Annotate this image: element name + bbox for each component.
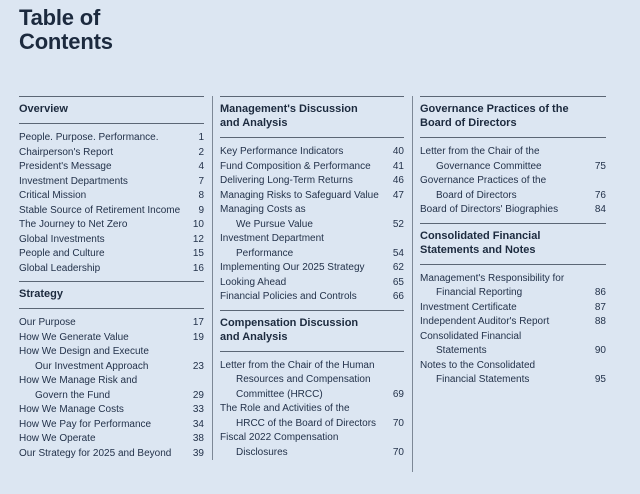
toc-entry-line: Our Investment Approach xyxy=(35,360,149,372)
toc-page-number: 47 xyxy=(392,189,404,201)
toc-entry[interactable] xyxy=(19,374,204,403)
toc-entry-line: Chairperson's Report xyxy=(19,146,114,158)
toc-entry-line: Stable Source of Retirement Income xyxy=(19,204,181,216)
toc-page-number: 16 xyxy=(192,262,204,274)
toc-entry[interactable] xyxy=(19,204,204,219)
toc-entry-list xyxy=(220,138,404,310)
toc-column-2 xyxy=(220,96,404,465)
toc-page-number: 46 xyxy=(392,175,404,186)
toc-entry-line: Notes to the Consolidated xyxy=(420,359,536,371)
toc-entry[interactable] xyxy=(19,218,204,233)
toc-entry[interactable] xyxy=(220,160,404,175)
toc-entry-title xyxy=(420,301,517,316)
toc-page-number: 65 xyxy=(392,276,404,288)
toc-entry-title xyxy=(420,359,535,388)
toc-page-number: 70 xyxy=(392,417,404,429)
toc-page-number: 1 xyxy=(198,132,204,143)
toc-entry-title xyxy=(420,315,549,330)
toc-page-number: 62 xyxy=(392,262,404,273)
toc-entry[interactable] xyxy=(19,331,204,346)
toc-entry-line: How We Manage Costs xyxy=(19,404,124,415)
section-heading xyxy=(19,97,204,123)
toc-entry[interactable] xyxy=(220,145,404,160)
toc-entry-line: Looking Ahead xyxy=(220,276,287,288)
section-heading-line: and Analysis xyxy=(220,117,288,129)
toc-entry-line: Global Leadership xyxy=(19,262,101,274)
toc-entry-line: How We Design and Execute xyxy=(19,346,149,357)
toc-entry-title xyxy=(19,262,100,277)
toc-page-number: 33 xyxy=(192,404,204,415)
toc-entry[interactable] xyxy=(220,189,404,204)
toc-entry-title xyxy=(420,272,564,301)
toc-entry-line: Governance Committee xyxy=(436,160,542,172)
toc-section xyxy=(420,223,606,393)
section-heading-line: Management's Discussion xyxy=(220,103,358,115)
toc-entry-line: Committee (HRCC) xyxy=(236,388,323,400)
toc-entry-line: Investment Department xyxy=(220,233,324,244)
toc-entry[interactable] xyxy=(19,247,204,262)
toc-entry-line: HRCC of the Board of Directors xyxy=(236,417,377,429)
toc-entry[interactable] xyxy=(220,203,404,232)
toc-entry[interactable] xyxy=(19,403,204,418)
toc-entry-line: Consolidated Financial xyxy=(420,330,522,342)
section-heading-line: Consolidated Financial xyxy=(420,229,541,242)
toc-page-number: 76 xyxy=(594,189,606,201)
toc-entry-line: Our Strategy for 2025 and Beyond xyxy=(19,447,172,459)
toc-page-number: 19 xyxy=(192,331,204,343)
toc-entry-title xyxy=(220,402,376,431)
toc-page-number: 29 xyxy=(192,389,204,401)
toc-entry-line: How We Manage Risk and xyxy=(19,375,138,386)
toc-section xyxy=(220,96,404,310)
toc-page-number: 10 xyxy=(192,219,204,230)
section-heading xyxy=(220,311,404,351)
toc-entry-line: Fiscal 2022 Compensation xyxy=(220,432,339,443)
toc-entry-title xyxy=(220,359,375,403)
toc-page-number: 4 xyxy=(198,161,204,172)
toc-entry-title xyxy=(220,174,353,189)
toc-entry-line: People. Purpose. Performance. xyxy=(19,132,159,143)
toc-entry[interactable] xyxy=(19,175,204,190)
toc-entry-title xyxy=(220,160,371,175)
toc-column-1 xyxy=(19,96,204,466)
toc-entry-title xyxy=(220,189,379,204)
toc-entry-line: Our Purpose xyxy=(19,317,76,328)
toc-page-number: 69 xyxy=(392,388,404,400)
toc-entry-line: Financial Policies and Controls xyxy=(220,291,357,302)
toc-entry-title xyxy=(19,418,151,433)
section-heading xyxy=(420,97,606,137)
toc-entry[interactable] xyxy=(19,233,204,248)
toc-entry-title xyxy=(19,432,96,447)
page-title xyxy=(19,6,113,54)
toc-entry-title xyxy=(19,247,105,262)
column-divider-2 xyxy=(412,96,413,472)
toc-entry[interactable] xyxy=(220,174,404,189)
toc-entry[interactable] xyxy=(19,160,204,175)
toc-entry-line: Investment Departments xyxy=(19,175,128,187)
toc-page-number: 70 xyxy=(392,446,404,458)
section-heading xyxy=(19,282,204,308)
toc-entry-line: Managing Costs as xyxy=(220,204,306,215)
toc-entry[interactable] xyxy=(220,431,404,460)
toc-entry-line: Critical Mission xyxy=(19,190,87,201)
column-divider-1 xyxy=(212,96,213,460)
toc-entry-line: Governance Practices of the xyxy=(420,175,547,186)
toc-entry-line: Managing Risks to Safeguard Value xyxy=(220,189,379,201)
toc-entry[interactable] xyxy=(420,301,606,316)
toc-entry-line: Statements xyxy=(436,345,487,356)
toc-entry-line: Key Performance Indicators xyxy=(220,146,344,157)
toc-page-number: 54 xyxy=(392,247,404,259)
toc-entry-title xyxy=(19,331,129,346)
section-heading xyxy=(420,224,606,264)
toc-entry[interactable] xyxy=(19,131,204,146)
toc-entry-line: Resources and Compensation xyxy=(236,374,371,385)
toc-entry[interactable] xyxy=(19,189,204,204)
toc-page-number: 40 xyxy=(392,146,404,157)
toc-entry-line: Letter from the Chair of the xyxy=(420,146,540,157)
toc-entry-list xyxy=(220,352,404,466)
toc-page-number: 41 xyxy=(392,160,404,172)
toc-entry-title xyxy=(19,189,86,204)
toc-section xyxy=(220,310,404,466)
toc-entry[interactable] xyxy=(420,203,606,218)
toc-page-number: 15 xyxy=(192,248,204,259)
toc-entry-title xyxy=(19,345,149,374)
toc-entry-line: The Journey to Net Zero xyxy=(19,219,128,230)
toc-section xyxy=(420,96,606,223)
toc-entry[interactable] xyxy=(420,145,606,174)
toc-entry-title xyxy=(19,160,112,175)
section-heading-line: Statements and Notes xyxy=(420,243,536,256)
toc-entry-list xyxy=(19,309,204,466)
toc-entry[interactable] xyxy=(220,402,404,431)
toc-entry-line: How We Pay for Performance xyxy=(19,418,152,430)
toc-entry[interactable] xyxy=(19,418,204,433)
toc-page-number: 12 xyxy=(192,233,204,245)
toc-page-number: 7 xyxy=(198,175,204,187)
toc-entry-title xyxy=(19,403,124,418)
toc-page-number: 2 xyxy=(198,146,204,158)
section-heading-line: Strategy xyxy=(19,288,64,300)
toc-entry-title xyxy=(19,316,76,331)
section-heading-line: Compensation Discussion xyxy=(220,316,359,329)
toc-entry-line: People and Culture xyxy=(19,248,105,259)
toc-entry-title xyxy=(420,145,542,174)
toc-entry-title xyxy=(19,218,127,233)
toc-entry[interactable] xyxy=(19,262,204,277)
toc-page-number: 9 xyxy=(198,204,204,216)
toc-entry[interactable] xyxy=(420,315,606,330)
toc-entry-line: President's Message xyxy=(19,161,112,172)
toc-entry-list xyxy=(420,138,606,223)
toc-entry-line: Fund Composition & Performance xyxy=(220,160,371,172)
section-heading-line: Board of Directors xyxy=(420,117,517,129)
toc-entry[interactable] xyxy=(19,345,204,374)
toc-page-number: 95 xyxy=(594,374,606,385)
toc-column-3 xyxy=(420,96,606,393)
toc-entry[interactable] xyxy=(420,174,606,203)
toc-page-number: 8 xyxy=(198,190,204,201)
toc-entry-title xyxy=(19,447,171,462)
title-line-1: Table of xyxy=(19,5,101,30)
toc-entry-line: Delivering Long-Term Returns xyxy=(220,175,353,186)
toc-entry-title xyxy=(220,290,357,305)
toc-entry-line: We Pursue Value xyxy=(236,218,313,230)
toc-entry-list xyxy=(19,124,204,281)
toc-entry-line: Disclosures xyxy=(236,446,288,458)
toc-page-number: 52 xyxy=(392,218,404,230)
section-heading-line: and Analysis xyxy=(220,330,288,343)
toc-entry-title xyxy=(19,131,159,146)
toc-page-number: 23 xyxy=(192,360,204,372)
title-line-2: Contents xyxy=(19,29,113,54)
toc-entry-line: How We Operate xyxy=(19,433,96,444)
toc-entry-title xyxy=(19,374,137,403)
toc-page-number: 75 xyxy=(594,160,606,172)
toc-entry-title xyxy=(220,276,286,291)
toc-entry-line: Independent Auditor's Report xyxy=(420,316,550,327)
toc-entry-line: The Role and Activities of the xyxy=(220,403,350,414)
toc-entry-line: Govern the Fund xyxy=(35,389,111,401)
toc-entry-line: Board of Directors xyxy=(436,189,517,201)
toc-entry-title xyxy=(420,174,546,203)
toc-entry[interactable] xyxy=(420,359,606,388)
toc-page-number: 87 xyxy=(594,301,606,313)
toc-entry-line: Investment Certificate xyxy=(420,301,517,313)
toc-entry-title xyxy=(19,146,113,161)
toc-entry[interactable] xyxy=(220,359,404,403)
toc-entry[interactable] xyxy=(19,432,204,447)
toc-entry-line: Board of Directors' Biographies xyxy=(420,204,559,215)
toc-page-number: 86 xyxy=(594,287,606,298)
toc-entry-line: How We Generate Value xyxy=(19,331,129,343)
toc-entry-line: Performance xyxy=(236,247,294,259)
toc-entry[interactable] xyxy=(420,272,606,301)
toc-entry-title xyxy=(220,232,324,261)
toc-entry-line: Management's Responsibility for xyxy=(420,272,565,284)
toc-entry[interactable] xyxy=(220,290,404,305)
toc-entry-title xyxy=(420,330,521,359)
toc-page-number: 66 xyxy=(392,291,404,302)
toc-entry-line: Global Investments xyxy=(19,233,105,245)
toc-entry-title xyxy=(19,175,128,190)
toc-page-number: 39 xyxy=(192,447,204,459)
toc-entry-line: Implementing Our 2025 Strategy xyxy=(220,262,365,273)
section-heading-line: Overview xyxy=(19,103,68,115)
toc-entry-title xyxy=(220,261,365,276)
toc-entry-title xyxy=(19,233,105,248)
toc-entry-line: Letter from the Chair of the Human xyxy=(220,359,375,371)
toc-entry-title xyxy=(19,204,180,219)
toc-entry[interactable] xyxy=(19,146,204,161)
toc-page-number: 34 xyxy=(192,418,204,430)
toc-entry-title xyxy=(220,145,343,160)
toc-entry-line: Financial Reporting xyxy=(436,287,523,298)
toc-page-number: 38 xyxy=(192,433,204,444)
toc-entry-title xyxy=(220,203,313,232)
toc-entry-list xyxy=(420,265,606,393)
toc-entry[interactable] xyxy=(220,232,404,261)
toc-entry[interactable] xyxy=(19,316,204,331)
section-heading-line: Governance Practices of the xyxy=(420,103,569,115)
toc-entry-title xyxy=(420,203,558,218)
toc-entry-title xyxy=(220,431,338,460)
toc-entry-line: Financial Statements xyxy=(436,374,530,385)
toc-section xyxy=(19,281,204,466)
toc-page-number: 17 xyxy=(192,317,204,328)
toc-entry[interactable] xyxy=(220,261,404,276)
toc-page-number: 90 xyxy=(594,345,606,356)
toc-page-number: 88 xyxy=(594,316,606,327)
section-heading xyxy=(220,97,404,137)
toc-entry[interactable] xyxy=(420,330,606,359)
toc-page-number: 84 xyxy=(594,204,606,215)
toc-entry[interactable] xyxy=(19,447,204,462)
toc-entry[interactable] xyxy=(220,276,404,291)
toc-section xyxy=(19,96,204,281)
